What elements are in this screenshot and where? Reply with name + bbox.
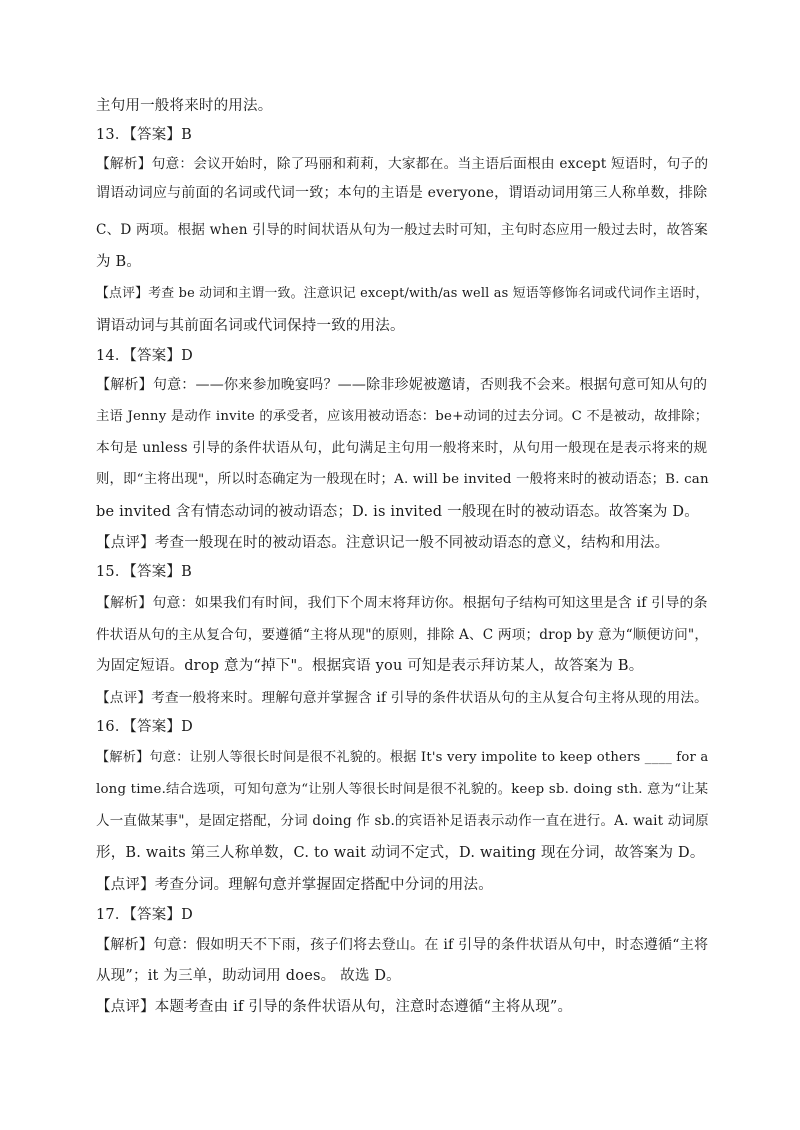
text-line: 【解析】句意：——你来参加晚宴吗？——除非珍妮被邀请，否则我不会来。根据句意可知从句的	[96, 377, 708, 393]
text-line: 人一直做某事"，是固定搭配，分词 doing 作 sb.的宾语补足语表示动作一直在进行。A. wait 动词原	[96, 813, 709, 829]
answer-heading-15: 15．【答案】B	[96, 564, 192, 580]
answer-heading-17: 17．【答案】D	[96, 907, 193, 923]
text-line: 主句用一般将来时的用法。	[96, 98, 273, 114]
text-line: 则，即“主将出现"，所以时态确定为一般现在时；A. will be invited 一般将来时的被动语态；B. can	[96, 472, 709, 487]
text-line: be invited 含有情态动词的被动语态；D. is invited 一般现在时的被动语态。故答案为 D。	[96, 504, 699, 520]
text-line: long time.结合选项，可知句意为“让别人等很长时间是很不礼貌的。keep sb. doing sth. 意为“让某	[96, 782, 709, 797]
text-line: C、D 两项。根据 when 引导的时间状语从句为一般过去时可知，主句时态应用一般过去时，故答案	[96, 222, 708, 238]
text-line: 【解析】句意：假如明天不下雨，孩子们将去登山。在 if 引导的条件状语从句中，时态遵循“主将	[96, 937, 709, 953]
answer-heading-16: 16．【答案】D	[96, 719, 193, 735]
text-line: 【解析】句意：会议开始时，除了玛丽和莉莉，大家都在。当主语后面根由 except 短语时，句子的	[96, 156, 709, 172]
text-line: 从现”；it 为三单，助动词用 does。 故选 D。	[96, 968, 401, 984]
text-line: 为固定短语。drop 意为“掉下"。根据宾语 you 可知是表示拜访某人，故答案为 B。	[96, 658, 644, 674]
text-line: 本句是 unless 引导的条件状语从句，此句满足主句用一般将来时，从句用一般现在是表示将来的规	[96, 440, 708, 456]
text-line: 件状语从句的主从复合句，要遵循“主将从现"的原则，排除 A、C 两项；drop by 意为“顺便访问"，	[96, 627, 709, 643]
text-line: 【点评】考查一般将来时。理解句意并掌握含 if 引导的条件状语从句的主从复合句主将从现的用法。	[96, 690, 708, 706]
text-line: 【点评】考查一般现在时的被动语态。注意识记一般不同被动语态的意义，结构和用法。	[96, 535, 670, 551]
text-line: 【点评】本题考查由 if 引导的条件状语从句，注意时态遵循“主将从现”。	[96, 999, 573, 1015]
text-line: 谓语动词与其前面名词或代词保持一致的用法。	[96, 318, 405, 334]
text-line: 形，B. waits 第三人称单数，C. to wait 动词不定式，D. waiting 现在分词，故答案为 D。	[96, 845, 705, 861]
text-line: 主语 Jenny 是动作 invite 的承受者，应该用被动语态：be+动词的过去分词。C 不是被动，故排除；	[96, 409, 709, 424]
text-line: 【点评】考查 be 动词和主谓一致。注意识记 except/with/as well as 短语等修饰名词或代词作主语时，	[96, 286, 709, 301]
answer-heading-14: 14．【答案】D	[96, 348, 193, 364]
text-line: 为 B。	[96, 254, 142, 270]
text-line: 【点评】考查分词。理解句意并掌握固定搭配中分词的用法。	[96, 877, 493, 893]
text-line: 谓语动词应与前面的名词或代词一致；本句的主语是 everyone，谓语动词用第三人称单数，排除	[96, 185, 708, 201]
answer-heading-13: 13．【答案】B	[96, 127, 192, 143]
text-line: 【解析】句意：如果我们有时间，我们下个周末将拜访你。根据句子结构可知这里是含 if 引导的条	[96, 595, 708, 611]
text-line: 【解析】句意：让别人等很长时间是很不礼貌的。根据 It's very impolite to keep others ____ for a	[96, 750, 709, 765]
